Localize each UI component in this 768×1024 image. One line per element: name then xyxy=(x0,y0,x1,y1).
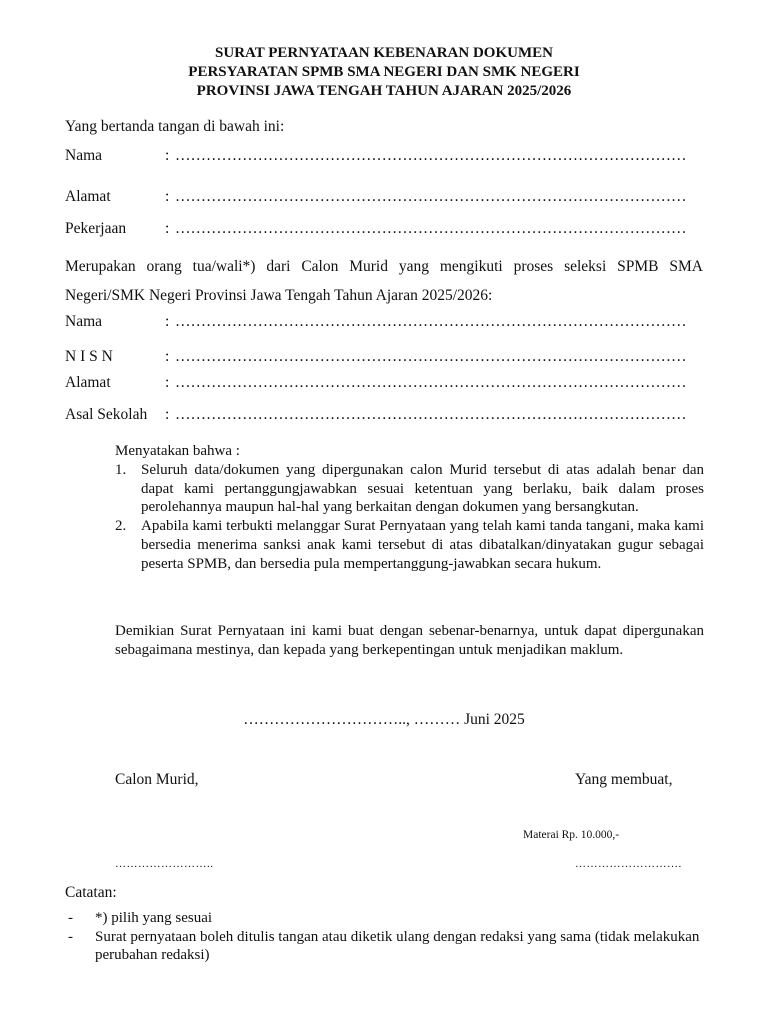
parent-address-field[interactable] xyxy=(65,188,705,208)
list-number: 2. xyxy=(115,518,127,535)
field-colon: : xyxy=(165,147,170,164)
title-line-2: PERSYARATAN SPMB SMA NEGERI DAN SMK NEGERI xyxy=(188,64,580,80)
declaration-heading: Menyatakan bahwa : xyxy=(115,443,240,459)
field-colon: : xyxy=(165,406,170,423)
list-item xyxy=(65,928,705,965)
field-colon: : xyxy=(165,374,170,391)
notes-list xyxy=(65,909,705,965)
statement-paragraph: Merupakan orang tua/wali*) dari Calon Murid yang mengikuti proses seleksi SPMB SMA Negeri/SMK Negeri Provinsi Jawa Tengah Tahun Ajaran 2025/2026: xyxy=(65,258,703,304)
student-signature-label: Calon Murid, xyxy=(115,771,199,788)
parent-name-field[interactable] xyxy=(65,147,705,167)
field-blank-line: ……………………………………………………………………………………… xyxy=(175,374,687,391)
field-blank-line: ……………………………………………………………………………………… xyxy=(175,348,687,365)
student-signature-line[interactable]: …………………….. xyxy=(115,858,214,870)
declaration-list xyxy=(115,461,704,573)
intro-text: Yang bertanda tangan di bawah ini: xyxy=(65,118,285,135)
field-label: Pekerjaan xyxy=(65,220,127,237)
note-text: *) pilih yang sesuai xyxy=(95,910,213,926)
parent-signature-line[interactable]: ………………………. xyxy=(575,858,682,870)
list-text: Seluruh data/dokumen yang dipergunakan calon Murid tersebut di atas adalah benar dan dapat kami pertanggungjawabkan sesuai ketentuan yang berlaku, baik dalam proses perolehannya maupun hal-hal yang berkaitan dengan dokumen yang bersangkutan. xyxy=(141,462,704,516)
notes-heading: Catatan: xyxy=(65,884,117,901)
materai-label: Materai Rp. 10.000,- xyxy=(523,829,620,841)
field-label: N I S N xyxy=(65,348,113,365)
field-blank-line: ……………………………………………………………………………………… xyxy=(175,147,687,164)
parent-signature-label: Yang membuat, xyxy=(575,771,673,788)
parent-occupation-field[interactable] xyxy=(65,220,705,240)
field-colon: : xyxy=(165,348,170,365)
dash-bullet: - xyxy=(68,928,73,945)
field-colon: : xyxy=(165,220,170,237)
field-blank-line: ……………………………………………………………………………………… xyxy=(175,406,687,423)
student-school-field[interactable] xyxy=(65,406,705,426)
list-text: Apabila kami terbukti melanggar Surat Pernyataan yang telah kami tanda tangani, maka kami bersedia menerima sanksi anak kami tersebut di atas dibatalkan/dinyatakan gugur sebagai peserta SPMB, dan bersedia pula mempertanggung-jawabkan secara hukum. xyxy=(141,518,704,572)
field-blank-line: ……………………………………………………………………………………… xyxy=(175,313,687,330)
field-label: Alamat xyxy=(65,188,111,205)
list-item xyxy=(115,517,704,573)
document-title xyxy=(0,44,768,101)
student-name-field[interactable] xyxy=(65,313,705,333)
field-label: Alamat xyxy=(65,374,111,391)
list-number: 1. xyxy=(115,462,127,478)
student-nisn-field[interactable] xyxy=(65,348,705,368)
student-address-field[interactable] xyxy=(65,374,705,394)
dash-bullet: - xyxy=(68,910,73,926)
list-item xyxy=(65,909,705,928)
title-line-3: PROVINSI JAWA TENGAH TAHUN AJARAN 2025/2026 xyxy=(196,83,572,99)
title-line-1: SURAT PERNYATAAN KEBENARAN DOKUMEN xyxy=(215,45,553,61)
field-colon: : xyxy=(165,188,170,205)
field-label: Nama xyxy=(65,147,103,164)
date-line[interactable]: ………………………….., ……… Juni 2025 xyxy=(243,711,525,728)
closing-paragraph: Demikian Surat Pernyataan ini kami buat dengan sebenar-benarnya, untuk dapat dipergunakan sebagaimana mestinya, dan kepada yang berkepentingan untuk menjadikan maklum. xyxy=(115,623,704,658)
field-label: Asal Sekolah xyxy=(65,406,148,423)
note-text: Surat pernyataan boleh ditulis tangan atau diketik ulang dengan redaksi yang sama (tidak melakukan perubahan redaksi) xyxy=(95,928,700,964)
field-label: Nama xyxy=(65,313,103,330)
field-blank-line: ……………………………………………………………………………………… xyxy=(175,220,687,237)
field-blank-line: ……………………………………………………………………………………… xyxy=(175,188,687,205)
field-colon: : xyxy=(165,313,170,330)
list-item xyxy=(115,461,704,517)
